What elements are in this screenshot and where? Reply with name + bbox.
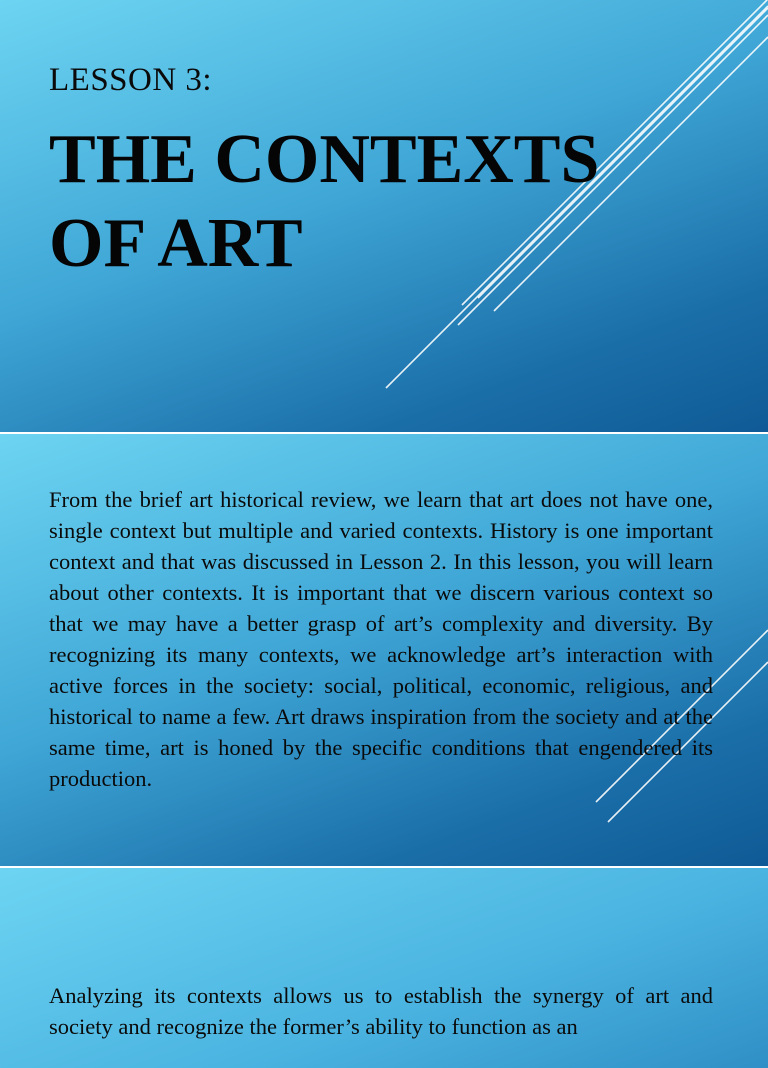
slide-2 bbox=[0, 434, 768, 866]
slide-body-text: Analyzing its contexts allows us to establish the synergy of art and society and recognize the former’s ability to function as an bbox=[49, 983, 713, 1039]
lesson-title: THE CONTEXTS OF ART bbox=[49, 121, 600, 282]
slide-3 bbox=[0, 868, 768, 1068]
lesson-number: LESSON 3: bbox=[49, 62, 213, 98]
slide-body-text: From the brief art historical review, we learn that art does not have one, single context but multiple and varied contexts. History is one important context and that was discussed in Lesson 2. In this lesson, you will learn about other contexts. It is important that we discern various context so that we may have a better grasp of art’s complexity and diversity. By recognizing its many contexts, we acknowledge art’s interaction with active forces in the society: social, political, economic, religious, and historical to name a few. Art draws inspiration from the society and at the same time, art is honed by the specific conditions that engendered its production. bbox=[49, 487, 713, 791]
slide-1 bbox=[0, 0, 768, 432]
